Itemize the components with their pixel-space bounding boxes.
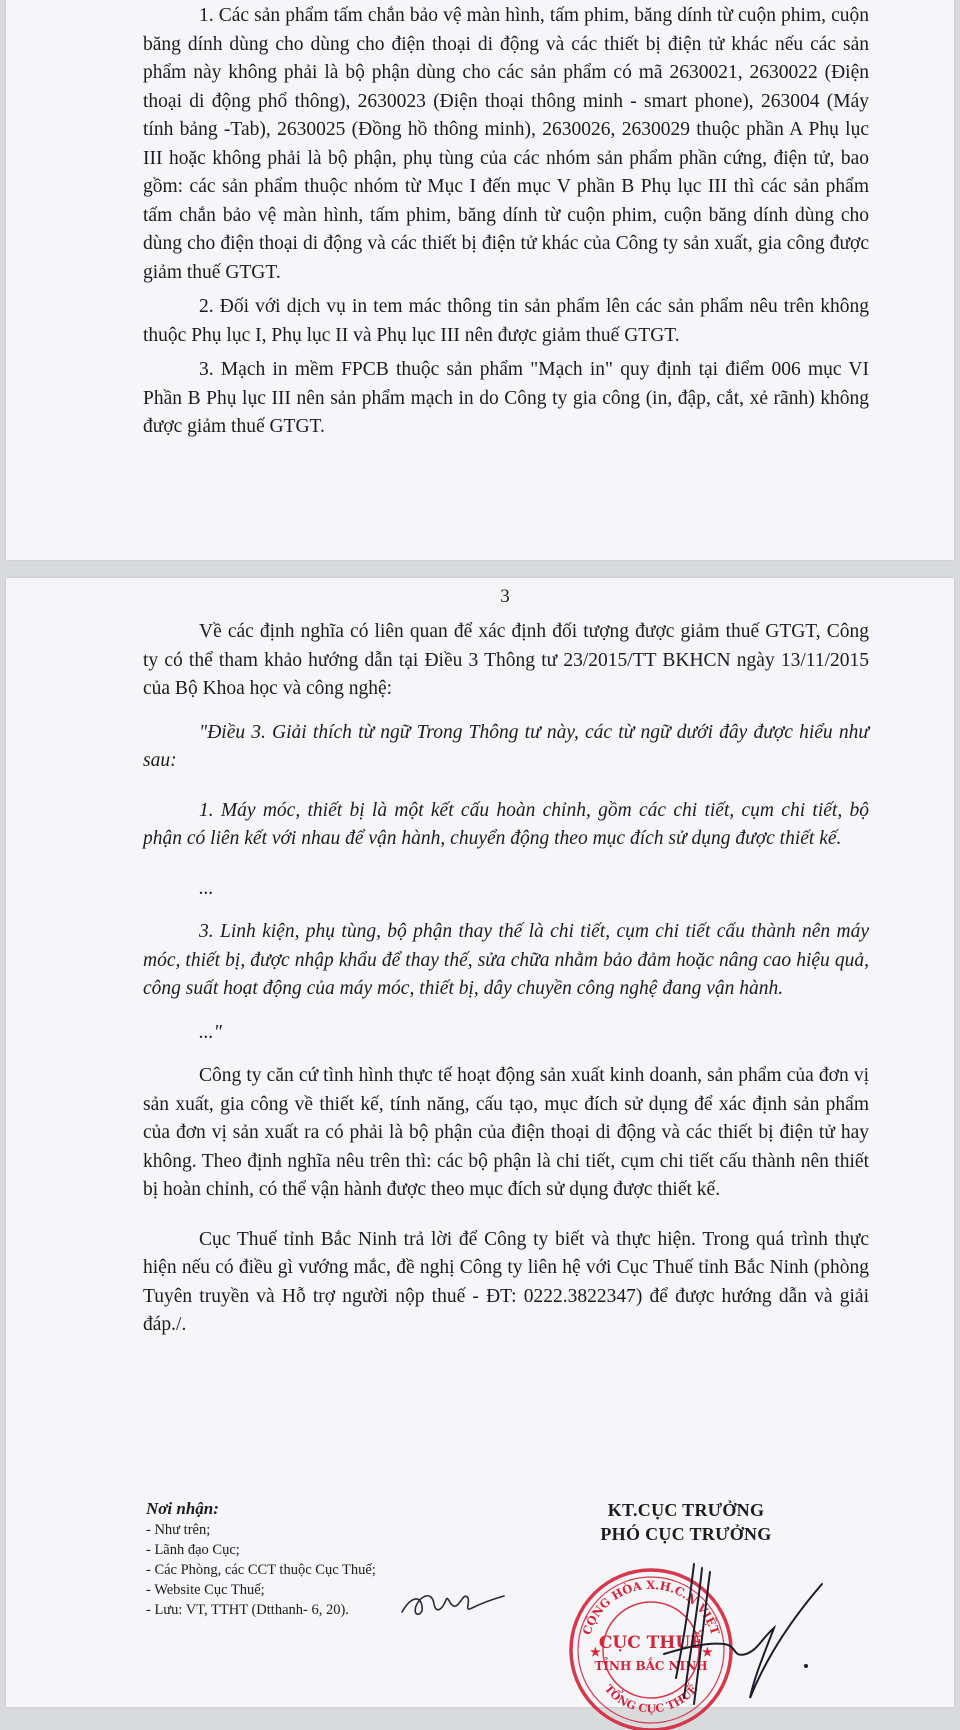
document-page-1 xyxy=(6,0,954,560)
recipient-item: - Các Phòng, các CCT thuộc Cục Thuế; xyxy=(146,1562,376,1578)
body-paragraph-2: Cục Thuế tỉnh Bắc Ninh trả lời để Công ty biết và thực hiện. Trong quá trình thực hiện nếu có điều gì vướng mắc, đề nghị Công ty liên hệ với Cục Thuế tỉnh Bắc Ninh (phòng Tuyên truyền và Hỗ trợ người nộp thuế - ĐT: 0222.3822347) để được hướng dẫn và giải đáp./. xyxy=(143,1228,869,1335)
star-icon: ★ xyxy=(702,1645,713,1659)
paragraph-item-2: 2. Đối với dịch vụ in tem mác thông tin sản phẩm lên các sản phẩm nêu trên không thuộc Phụ lục I, Phụ lục II và Phụ lục III nên được giảm thuế GTGT. xyxy=(143,296,869,346)
intro-paragraph: Về các định nghĩa có liên quan để xác định đối tượng được giảm thuế GTGT, Công ty có thể tham khảo hướng dẫn tại Điều 3 Thông tư 23/2015/TT BKHCN ngày 13/11/2015 của Bộ Khoa học và công nghệ: xyxy=(143,621,869,699)
stamp-bottom-text: TỔNG CỤC THUẾ xyxy=(601,1682,701,1716)
page-number: 3 xyxy=(500,586,510,607)
document-page-2 xyxy=(6,578,954,1716)
clerk-initials-signature xyxy=(398,1584,508,1624)
document-footer xyxy=(6,1498,954,1716)
signature-block xyxy=(566,1498,806,1546)
stamp-center-line-1: CỤC THUẾ xyxy=(598,1633,704,1653)
body-paragraph-1: Công ty căn cứ tình hình thực tế hoạt động sản xuất kinh doanh, sản phẩm của đơn vị sản xuất, gia công về thiết kế, tính năng, cấu tạo, mục đích sử dụng để xác định sản phẩm của đơn vị sản xuất ra có phải là bộ phận của điện thoại di động và các thiết bị điện tử hay không. Theo định nghĩa nêu trên thì: các bộ phận là chi tiết, cụm chi tiết cấu thành nên thiết bị hoàn chỉnh, có thể vận hành được theo mục đích sử dụng được thiết kế. xyxy=(143,1065,869,1200)
recipient-item: - Như trên; xyxy=(146,1522,211,1538)
quote-item-3: 3. Linh kiện, phụ tùng, bộ phận thay thế là chi tiết, cụm chi tiết cấu thành nên máy móc, thiết bị, được nhập khẩu để thay thế, sửa chữa nhằm bảo đảm hoặc nâng cao hiệu quả, công suất hoạt động của máy móc, thiết bị, dây chuyền công nghệ đang vận hành. xyxy=(143,921,869,999)
recipient-item: - Website Cục Thuế; xyxy=(146,1582,265,1598)
paragraph-item-3: 3. Mạch in mềm FPCB thuộc sản phẩm "Mạch in" quy định tại điểm 006 mục VI Phần B Phụ lục III nên sản phẩm mạch in do Công ty gia công (in, đập, cắt, xẻ rãnh) không được giảm thuế GTGT. xyxy=(143,359,869,437)
ellipsis-2: ..." xyxy=(199,1021,222,1043)
ellipsis-1: ... xyxy=(199,877,214,899)
stamp-ring-text: CỘNG HÒA X.H.C.N VIỆT xyxy=(579,1577,723,1637)
star-icon: ★ xyxy=(590,1645,601,1659)
paragraph-item-1: 1. Các sản phẩm tấm chắn bảo vệ màn hình, tấm phim, băng dính từ cuộn phim, cuộn băng dính dùng cho dùng cho điện thoại di động và các thiết bị điện tử khác nếu các sản phẩm này không phải là bộ phận dùng cho các sản phẩm có mã 2630021, 2630022 (Điện thoại di động phổ thông), 2630023 (Điện thoại thông minh - smart phone), 263004 (Máy tính bảng -Tab), 2630025 (Đồng hồ thông minh), 2630026, 2630029 thuộc phần A Phụ lục III hoặc không phải là bộ phận, phụ tùng của các nhóm sản phẩm phần cứng, điện tử, bao gồm: các sản phẩm thuộc nhóm từ Mục I đến mục V phần B Phụ lục III thì các sản phẩm tấm chắn bảo vệ màn hình, tấm phim, băng dính từ cuộn phim, cuộn băng dính dùng cho dùng cho điện thoại di động và các thiết bị điện tử khác của Công ty sản xuất, gia công được giảm thuế GTGT. xyxy=(143,5,869,283)
quote-item-1: 1. Máy móc, thiết bị là một kết cấu hoàn chỉnh, gồm các chi tiết, cụm chi tiết, bộ phận có liên kết với nhau để vận hành, chuyển động theo mục đích sử dụng được thiết kế. xyxy=(143,799,869,849)
director-signature xyxy=(654,1558,834,1708)
recipients-title: Nơi nhận: xyxy=(146,1499,219,1518)
quote-title: "Điều 3. Giải thích từ ngữ Trong Thông tư này, các từ ngữ dưới đây được hiểu như sau: xyxy=(143,721,869,771)
stamp-center-line-2: TỈNH BẮC NINH xyxy=(594,1659,708,1673)
recipient-item: - Lãnh đạo Cục; xyxy=(146,1542,240,1558)
signer-title-2: PHÓ CỤC TRƯỞNG xyxy=(600,1524,772,1544)
recipient-item: - Lưu: VT, TTHT (Dtthanh- 6, 20). xyxy=(146,1602,349,1618)
signer-title-1: KT.CỤC TRƯỞNG xyxy=(607,1500,765,1520)
